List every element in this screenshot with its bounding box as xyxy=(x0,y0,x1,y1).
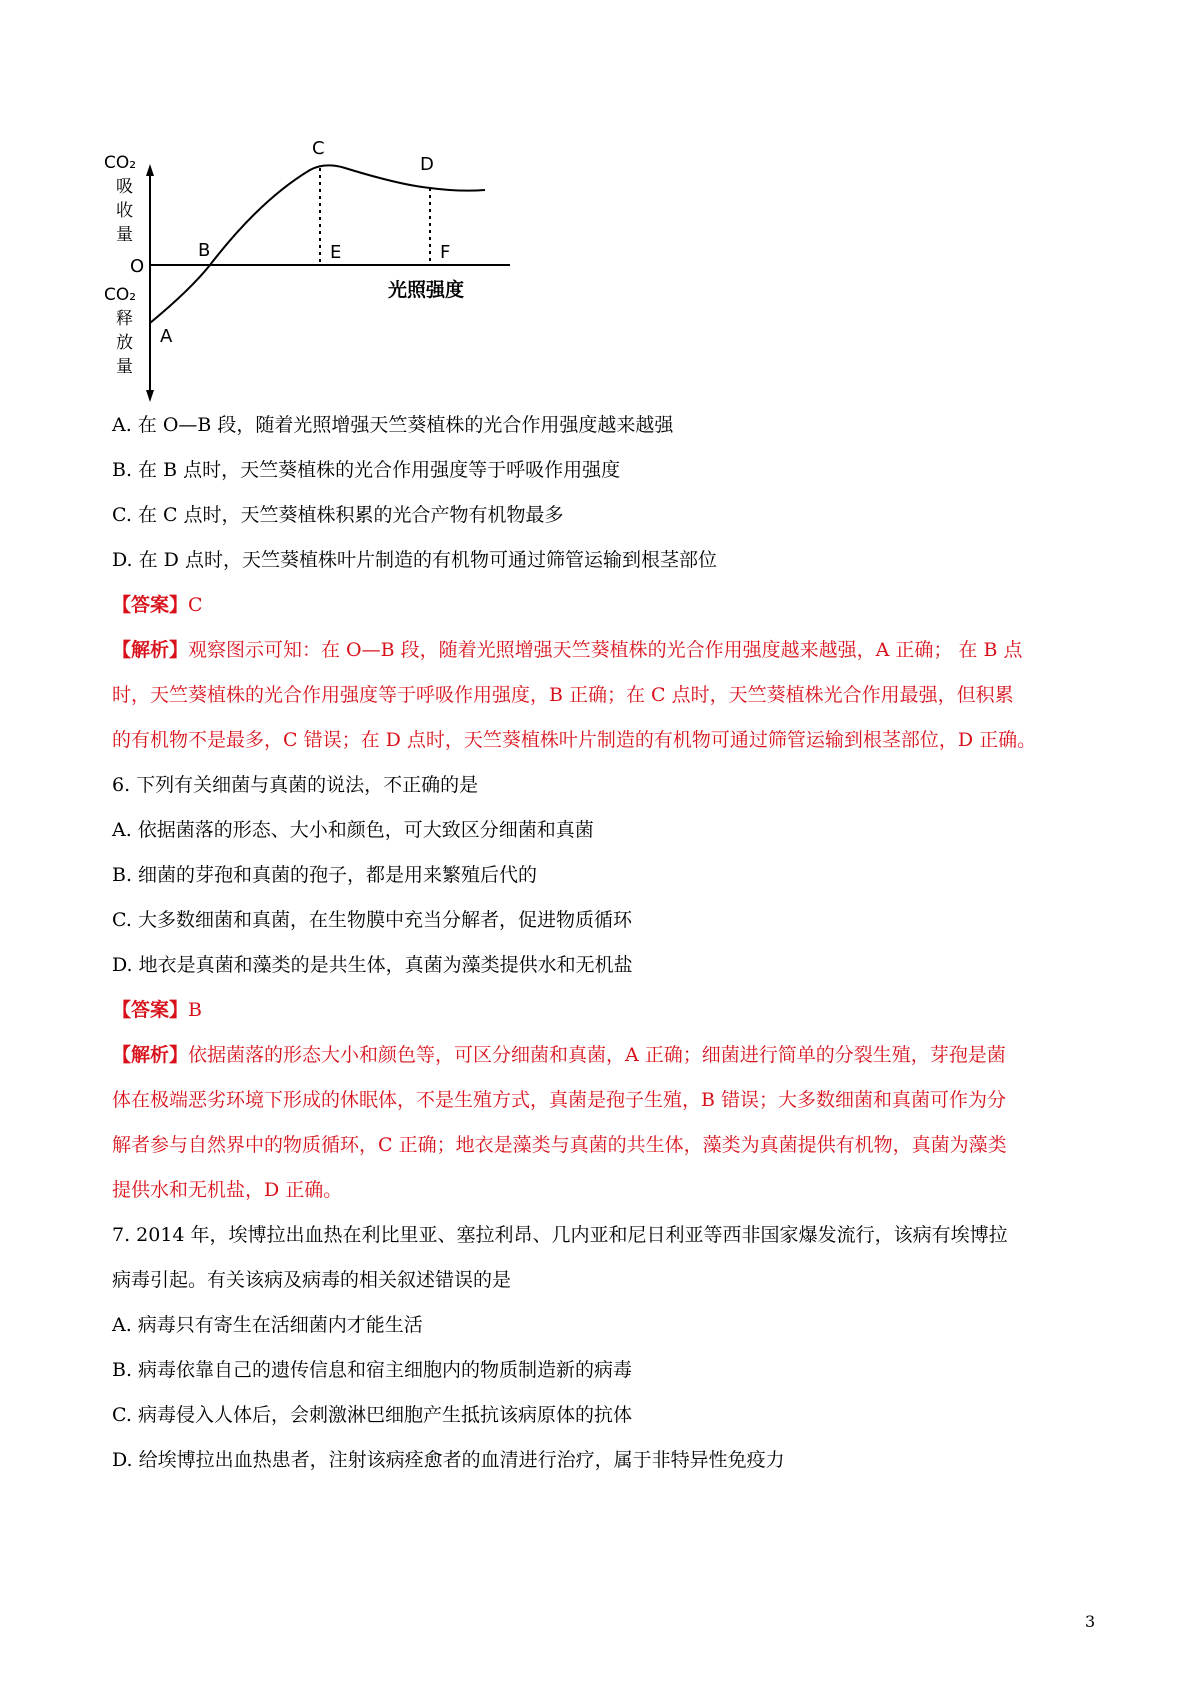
q6-option-c: C. 大多数细菌和真菌，在生物膜中充当分解者，促进物质循环 xyxy=(112,909,632,931)
y-axis-arrow-down xyxy=(146,390,154,402)
y-axis-arrow-up xyxy=(146,164,154,176)
q5-answer xyxy=(112,590,203,620)
q5-analysis-line-3: 的有机物不是最多，C 错误；在 D 点时，天竺葵植株叶片制造的有机物可通过筛管运输到根茎部位，D 正确。 xyxy=(112,729,1037,751)
y-bottom-label-1: CO₂ xyxy=(104,285,137,305)
page-number: 3 xyxy=(1085,1612,1096,1631)
q5-option-d: D. 在 D 点时，天竺葵植株叶片制造的有机物可通过筛管运输到根茎部位 xyxy=(112,549,717,571)
q7-option-d: D. 给埃博拉出血热患者，注射该病痊愈者的血清进行治疗，属于非特异性免疫力 xyxy=(112,1449,785,1471)
q5-option-a: A. 在 O—B 段，随着光照增强天竺葵植株的光合作用强度越来越强 xyxy=(112,414,674,436)
x-axis-label: 光照强度 xyxy=(388,279,465,301)
point-label-d: D xyxy=(420,154,434,175)
q6-option-b: B. 细菌的芽孢和真菌的孢子，都是用来繁殖后代的 xyxy=(112,864,538,886)
q6-analysis-tag: 【解析】 xyxy=(112,1044,189,1066)
q5-analysis-tag: 【解析】 xyxy=(112,639,189,661)
q6-answer-tag: 【答案】 xyxy=(112,999,189,1021)
q5-answer-value: C xyxy=(188,594,203,616)
q7-stem-line-2: 病毒引起。有关该病及病毒的相关叙述错误的是 xyxy=(112,1269,512,1291)
y-bottom-label-3: 放 xyxy=(116,333,133,353)
q6-analysis-line-1 xyxy=(112,1040,1006,1070)
q5-answer-tag: 【答案】 xyxy=(112,594,189,616)
q6-analysis-line-3: 解者参与自然界中的物质循环，C 正确；地衣是藻类与真菌的共生体，藻类为真菌提供有机物，真菌为藻类 xyxy=(112,1134,1007,1156)
q5-analysis-line-2: 时，天竺葵植株的光合作用强度等于呼吸作用强度，B 正确；在 C 点时，天竺葵植株光合作用最强，但积累 xyxy=(112,684,1014,706)
y-bottom-label-4: 量 xyxy=(116,357,133,377)
co2-light-curve-figure xyxy=(100,140,540,402)
q7-stem-line-1: 7. 2014 年，埃博拉出血热在利比里亚、塞拉利昂、几内亚和尼日利亚等西非国家爆发流行，该病有埃博拉 xyxy=(112,1224,1008,1246)
q7-option-b: B. 病毒依靠自己的遗传信息和宿主细胞内的物质制造新的病毒 xyxy=(112,1359,633,1381)
q6-answer xyxy=(112,995,202,1025)
y-top-label-4: 量 xyxy=(116,225,133,245)
point-label-f: F xyxy=(440,242,451,263)
origin-label: O xyxy=(130,256,145,277)
q6-answer-value: B xyxy=(188,999,202,1021)
q6-stem: 6. 下列有关细菌与真菌的说法，不正确的是 xyxy=(112,774,479,796)
q6-option-d: D. 地衣是真菌和藻类的是共生体，真菌为藻类提供水和无机盐 xyxy=(112,954,633,976)
q7-option-c: C. 病毒侵入人体后，会刺激淋巴细胞产生抵抗该病原体的抗体 xyxy=(112,1404,632,1426)
point-label-a: A xyxy=(160,326,173,347)
y-bottom-label-2: 释 xyxy=(116,309,133,329)
q7-option-a: A. 病毒只有寄生在活细菌内才能生活 xyxy=(112,1314,423,1336)
point-label-e: E xyxy=(330,242,342,263)
y-top-label-1: CO₂ xyxy=(104,153,137,173)
q5-option-b: B. 在 B 点时，天竺葵植株的光合作用强度等于呼吸作用强度 xyxy=(112,459,621,481)
point-label-c: C xyxy=(312,140,325,159)
q6-option-a: A. 依据菌落的形态、大小和颜色，可大致区分细菌和真菌 xyxy=(112,819,594,841)
point-label-b: B xyxy=(198,240,211,261)
y-top-label-3: 收 xyxy=(116,201,133,221)
q5-option-c: C. 在 C 点时，天竺葵植株积累的光合产物有机物最多 xyxy=(112,504,564,526)
q5-analysis-text-1: 观察图示可知：在 O—B 段，随着光照增强天竺葵植株的光合作用强度越来越强，A 正确； 在 B 点 xyxy=(188,639,1023,661)
q6-analysis-line-4: 提供水和无机盐，D 正确。 xyxy=(112,1179,343,1201)
q6-analysis-text-1: 依据菌落的形态大小和颜色等，可区分细菌和真菌，A 正确；细菌进行简单的分裂生殖，芽孢是菌 xyxy=(188,1044,1006,1066)
y-top-label-2: 吸 xyxy=(116,177,133,197)
q6-analysis-line-2: 体在极端恶劣环境下形成的休眠体，不是生殖方式，真菌是孢子生殖，B 错误；大多数细菌和真菌可作为分 xyxy=(112,1089,1007,1111)
q5-analysis-line-1 xyxy=(112,635,1022,665)
